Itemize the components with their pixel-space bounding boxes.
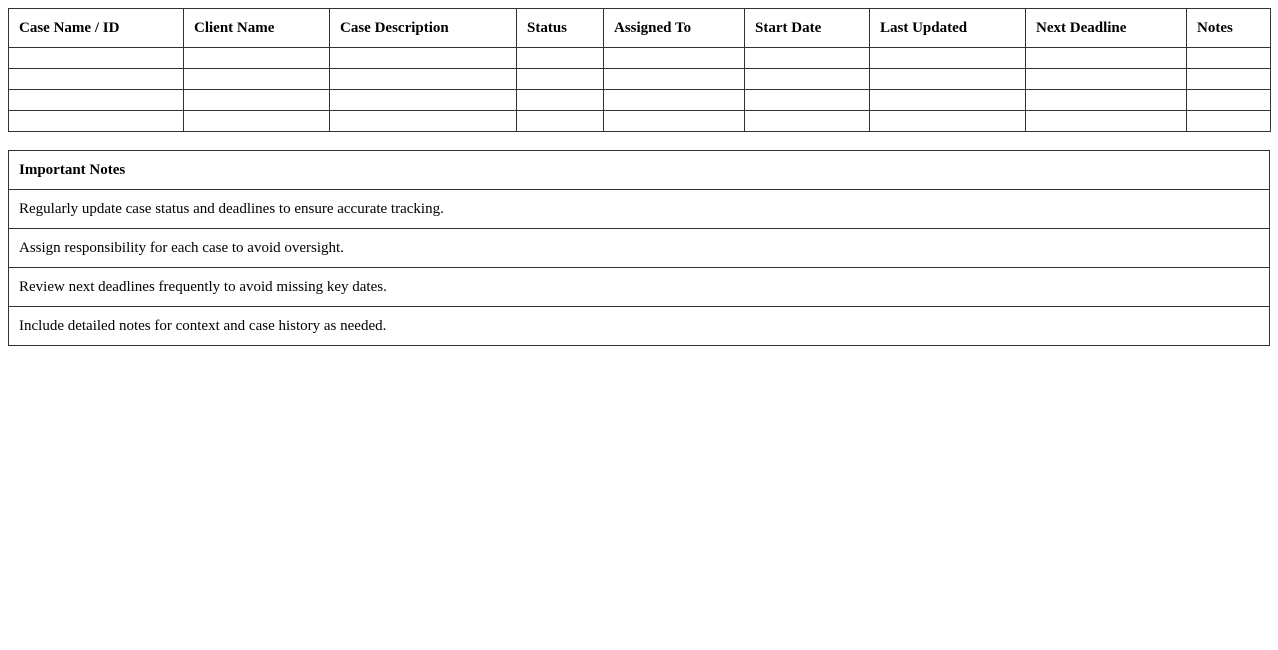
table-cell[interactable]: [604, 111, 745, 132]
table-cell[interactable]: [1026, 48, 1187, 69]
table-cell[interactable]: [184, 111, 330, 132]
header-assigned-to: Assigned To: [604, 9, 745, 48]
header-client-name: Client Name: [184, 9, 330, 48]
table-cell[interactable]: [1026, 111, 1187, 132]
table-cell[interactable]: [1187, 69, 1271, 90]
table-cell[interactable]: [1026, 90, 1187, 111]
table-cell[interactable]: [870, 48, 1026, 69]
table-cell[interactable]: [9, 111, 184, 132]
table-cell[interactable]: [1187, 111, 1271, 132]
list-item: [9, 190, 1270, 229]
header-notes: Notes: [1187, 9, 1271, 48]
table-cell[interactable]: [330, 111, 517, 132]
important-notes-table: [8, 150, 1270, 346]
table-cell[interactable]: [1187, 90, 1271, 111]
table-row: [9, 90, 1271, 111]
table-cell[interactable]: [517, 90, 604, 111]
header-case-name-id: Case Name / ID: [9, 9, 184, 48]
table-cell[interactable]: [745, 48, 870, 69]
table-row: [9, 69, 1271, 90]
note-text: Assign responsibility for each case to avoid oversight.: [9, 229, 1270, 268]
table-cell[interactable]: [184, 69, 330, 90]
table-row: [9, 48, 1271, 69]
table-cell[interactable]: [517, 48, 604, 69]
table-cell[interactable]: [330, 69, 517, 90]
header-last-updated: Last Updated: [870, 9, 1026, 48]
list-item: [9, 229, 1270, 268]
table-cell[interactable]: [517, 69, 604, 90]
list-item: [9, 268, 1270, 307]
table-cell[interactable]: [604, 48, 745, 69]
table-cell[interactable]: [604, 90, 745, 111]
header-start-date: Start Date: [745, 9, 870, 48]
table-cell[interactable]: [1187, 48, 1271, 69]
table-header-row: [9, 9, 1271, 48]
note-text: Review next deadlines frequently to avoid missing key dates.: [9, 268, 1270, 307]
table-row: [9, 111, 1271, 132]
list-item: [9, 307, 1270, 346]
table-cell[interactable]: [1026, 69, 1187, 90]
important-notes-title: Important Notes: [9, 151, 1270, 190]
table-cell[interactable]: [870, 69, 1026, 90]
table-cell[interactable]: [745, 111, 870, 132]
table-cell[interactable]: [9, 90, 184, 111]
header-case-description: Case Description: [330, 9, 517, 48]
table-cell[interactable]: [330, 90, 517, 111]
header-next-deadline: Next Deadline: [1026, 9, 1187, 48]
header-status: Status: [517, 9, 604, 48]
table-cell[interactable]: [870, 111, 1026, 132]
notes-header-row: [9, 151, 1270, 190]
table-cell[interactable]: [517, 111, 604, 132]
table-cell[interactable]: [184, 48, 330, 69]
table-cell[interactable]: [184, 90, 330, 111]
table-cell[interactable]: [330, 48, 517, 69]
table-cell[interactable]: [9, 48, 184, 69]
table-cell[interactable]: [870, 90, 1026, 111]
case-tracking-table: [8, 8, 1271, 132]
table-cell[interactable]: [9, 69, 184, 90]
note-text: Regularly update case status and deadlines to ensure accurate tracking.: [9, 190, 1270, 229]
table-cell[interactable]: [745, 90, 870, 111]
table-cell[interactable]: [604, 69, 745, 90]
note-text: Include detailed notes for context and case history as needed.: [9, 307, 1270, 346]
table-cell[interactable]: [745, 69, 870, 90]
